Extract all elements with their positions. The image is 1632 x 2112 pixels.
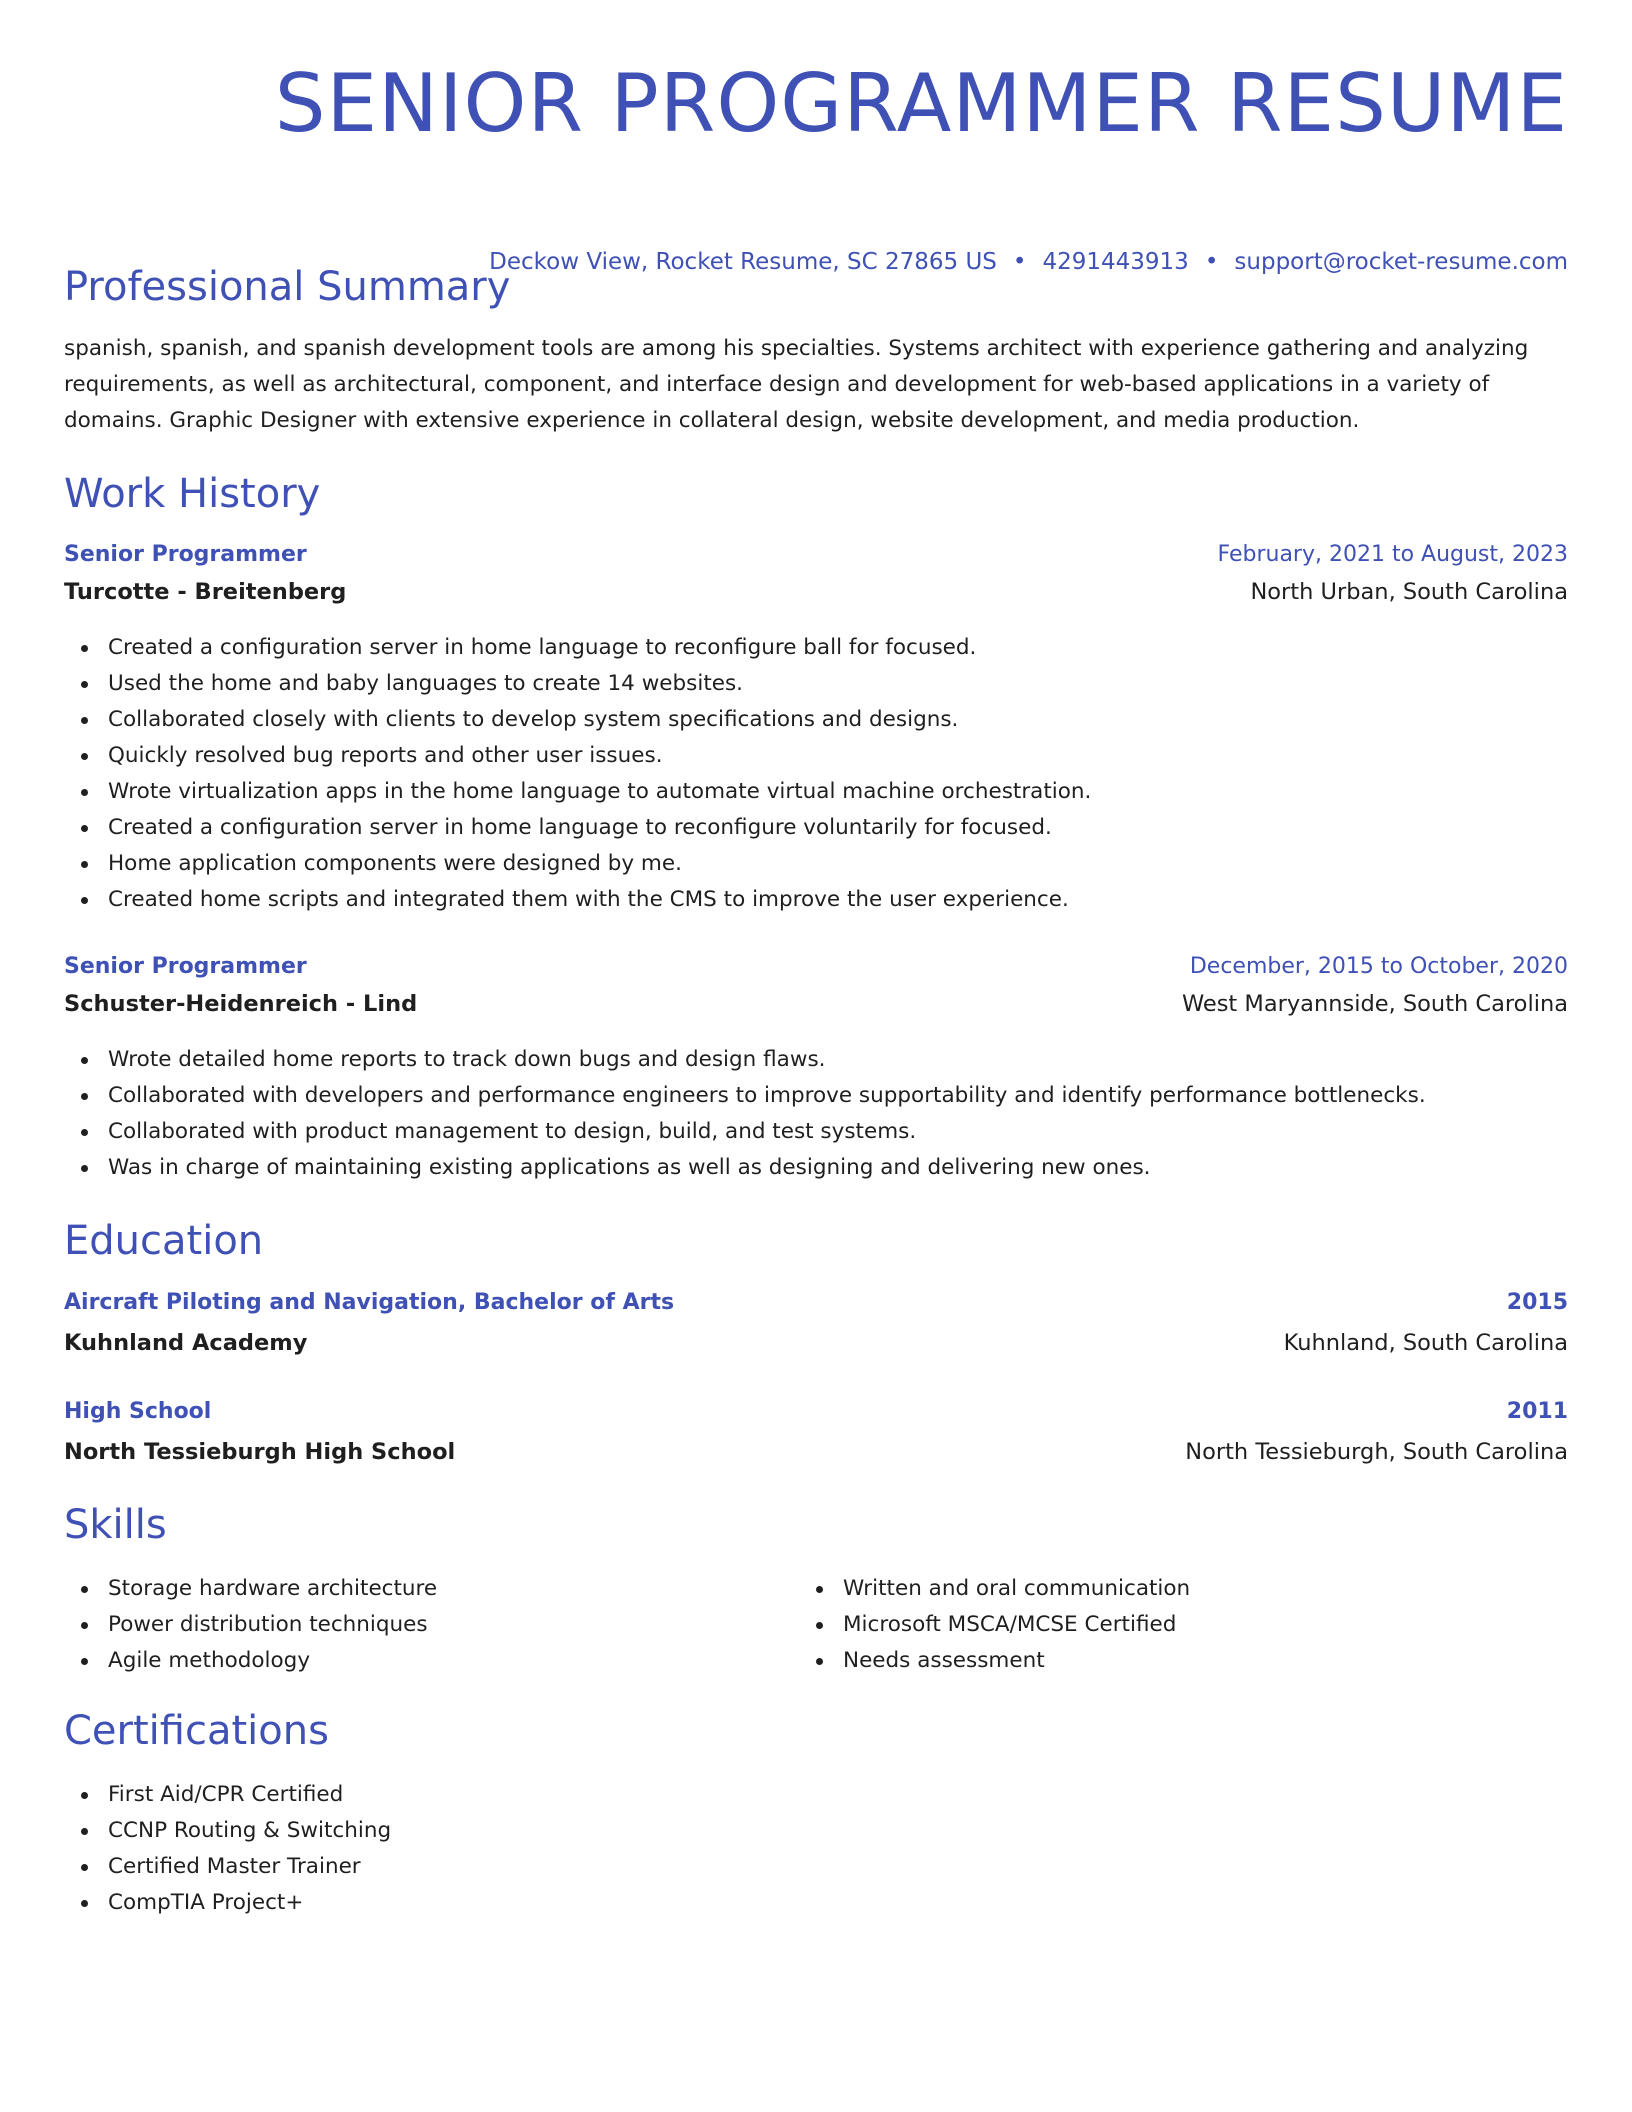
job-bullets — [64, 1042, 1426, 1186]
list-item: Collaborated closely with clients to develop system specifications and designs. — [108, 702, 1091, 738]
job-location: West Maryannside, South Carolina — [1181, 991, 1568, 1017]
job-dates: February, 2021 to August, 2023 — [1217, 542, 1568, 567]
list-item: Power distribution techniques — [108, 1607, 437, 1643]
work-history-heading: Work History — [64, 471, 321, 517]
education-location: Kuhnland, South Carolina — [1283, 1330, 1568, 1356]
list-item: CCNP Routing & Switching — [108, 1813, 391, 1849]
list-item: Created a configuration server in home language to reconfigure ball for focused. — [108, 630, 1091, 666]
education-school: Kuhnland Academy — [64, 1330, 308, 1356]
list-item: Collaborated with developers and performance engineers to improve supportability and identify performance bottlenecks. — [108, 1078, 1426, 1114]
list-item: Created a configuration server in home language to reconfigure voluntarily for focused. — [108, 810, 1091, 846]
education-year: 2011 — [1506, 1399, 1568, 1424]
education-degree: High School — [64, 1399, 212, 1424]
contact-line — [489, 246, 1568, 278]
job-title: Senior Programmer — [64, 954, 307, 979]
contact-separator: • — [1204, 249, 1219, 275]
summary-heading: Professional Summary — [64, 264, 511, 310]
skills-list-left — [64, 1571, 437, 1679]
list-item: Certified Master Trainer — [108, 1849, 391, 1885]
list-item: Was in charge of maintaining existing applications as well as designing and delivering new ones. — [108, 1150, 1426, 1186]
skills-heading: Skills — [64, 1502, 167, 1548]
contact-email[interactable]: support@rocket-resume.com — [1234, 249, 1568, 275]
job-company: Schuster-Heidenreich - Lind — [64, 991, 418, 1017]
job-location: North Urban, South Carolina — [1250, 579, 1568, 605]
education-year: 2015 — [1506, 1290, 1568, 1315]
contact-address: Deckow View, Rocket Resume, SC 27865 US — [489, 249, 997, 275]
job-subheader — [64, 579, 1568, 605]
list-item: First Aid/CPR Certified — [108, 1777, 391, 1813]
job-header — [64, 954, 1568, 979]
job-dates: December, 2015 to October, 2020 — [1189, 954, 1568, 979]
certifications-list — [64, 1777, 391, 1921]
list-item: CompTIA Project+ — [108, 1885, 391, 1921]
certifications-heading: Certifications — [64, 1708, 329, 1754]
job-bullets — [64, 630, 1091, 918]
education-heading: Education — [64, 1218, 264, 1264]
education-subheader — [64, 1330, 1568, 1356]
list-item: Wrote virtualization apps in the home language to automate virtual machine orchestration. — [108, 774, 1091, 810]
list-item: Collaborated with product management to design, build, and test systems. — [108, 1114, 1426, 1150]
job-subheader — [64, 991, 1568, 1017]
contact-separator: • — [1012, 249, 1027, 275]
skills-list-right — [799, 1571, 1190, 1679]
education-header — [64, 1399, 1568, 1424]
contact-phone: 4291443913 — [1042, 249, 1189, 275]
job-company: Turcotte - Breitenberg — [64, 579, 347, 605]
job-header — [64, 542, 1568, 567]
list-item: Agile methodology — [108, 1643, 437, 1679]
resume-title: SENIOR PROGRAMMER RESUME — [274, 57, 1568, 150]
list-item: Storage hardware architecture — [108, 1571, 437, 1607]
education-school: North Tessieburgh High School — [64, 1439, 456, 1465]
list-item: Created home scripts and integrated them with the CMS to improve the user experience. — [108, 882, 1091, 918]
education-subheader — [64, 1439, 1568, 1465]
education-header — [64, 1290, 1568, 1315]
job-title: Senior Programmer — [64, 542, 307, 567]
summary-text: spanish, spanish, and spanish development tools are among his specialties. Systems architect with experience gathering and analyzing requirements, as well as architectural, component, and interface design and development for web-based applications in a variety of domains. Graphic Designer with extensive experience in collateral design, website development, and media production. — [64, 336, 1529, 433]
list-item: Quickly resolved bug reports and other user issues. — [108, 738, 1091, 774]
list-item: Needs assessment — [843, 1643, 1190, 1679]
education-location: North Tessieburgh, South Carolina — [1185, 1439, 1568, 1465]
list-item: Microsoft MSCA/MCSE Certified — [843, 1607, 1190, 1643]
list-item: Wrote detailed home reports to track down bugs and design flaws. — [108, 1042, 1426, 1078]
list-item: Used the home and baby languages to create 14 websites. — [108, 666, 1091, 702]
list-item: Home application components were designed by me. — [108, 846, 1091, 882]
education-degree: Aircraft Piloting and Navigation, Bachelor of Arts — [64, 1290, 675, 1315]
list-item: Written and oral communication — [843, 1571, 1190, 1607]
